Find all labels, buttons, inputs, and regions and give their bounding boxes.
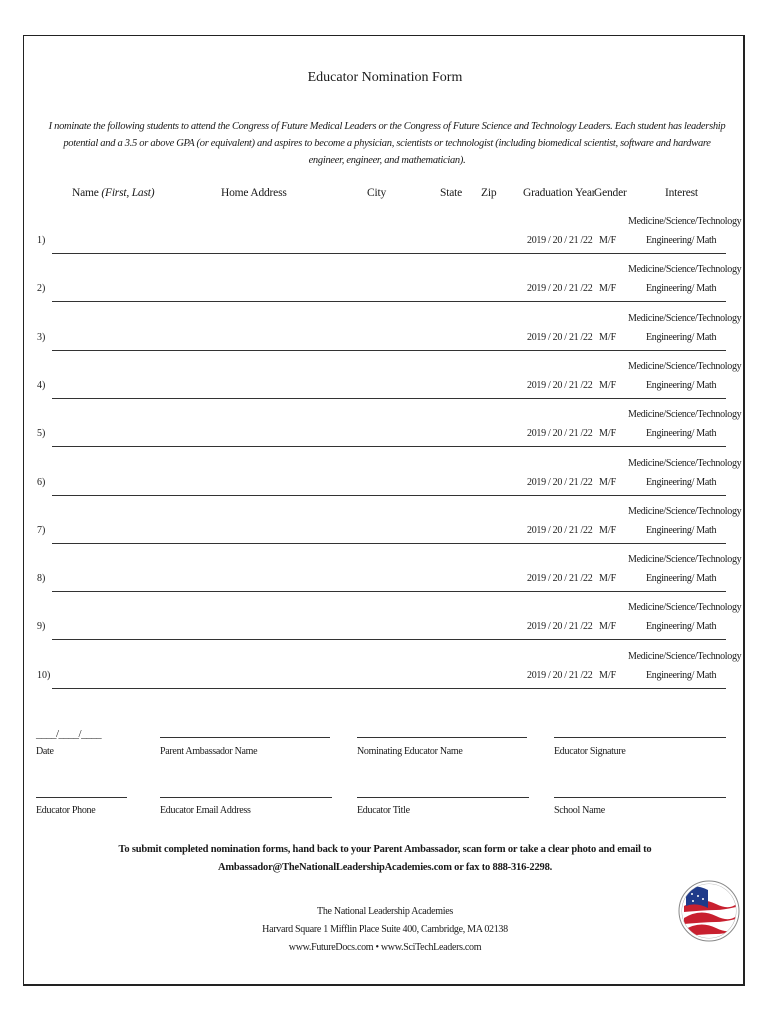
parent-ambassador-line[interactable] <box>160 737 330 738</box>
gender-options[interactable]: M/F <box>599 331 617 343</box>
gender-options[interactable]: M/F <box>599 476 617 488</box>
graduation-year-options[interactable]: 2019 / 20 / 21 /22 <box>527 573 593 585</box>
row-number: 4) <box>37 379 46 391</box>
intro-paragraph: I nominate the following students to attend the Congress of Future Medical Leaders or the Congress of Future Science and Technology Leaders. Each student has leadership potential and a 3.5 or above GPA (or equivalent) and aspires to become a physician, scientists or technologist (including biomedical scientist, software and hardware engineer, engineer, and mathematician). <box>48 121 726 166</box>
interest-options-line-1[interactable]: Medicine/Science/Technology <box>628 650 742 662</box>
table-row <box>0 312 770 360</box>
gender-options[interactable]: M/F <box>599 283 617 295</box>
interest-options-line-2[interactable]: Engineering/ Math <box>646 669 717 681</box>
graduation-year-options[interactable]: 2019 / 20 / 21 /22 <box>527 621 593 633</box>
interest-options-line-2[interactable]: Engineering/ Math <box>646 283 717 295</box>
school-name-line[interactable] <box>554 797 726 798</box>
nominee-entry-line[interactable] <box>52 639 726 640</box>
nominating-educator-label: Nominating Educator Name <box>357 746 463 757</box>
nominee-entry-line[interactable] <box>52 253 726 254</box>
row-number: 2) <box>37 283 46 295</box>
gender-options[interactable]: M/F <box>599 379 617 391</box>
row-number: 3) <box>37 331 46 343</box>
gender-options[interactable]: M/F <box>599 524 617 536</box>
interest-options-line-1[interactable]: Medicine/Science/Technology <box>628 312 742 324</box>
interest-options-line-2[interactable]: Engineering/ Math <box>646 573 717 585</box>
nominee-entry-line[interactable] <box>52 495 726 496</box>
educator-email-label: Educator Email Address <box>160 805 251 816</box>
graduation-year-options[interactable]: 2019 / 20 / 21 /22 <box>527 283 593 295</box>
col-header-interest: Interest <box>665 187 698 199</box>
submit-instructions <box>0 841 770 877</box>
graduation-year-options[interactable]: 2019 / 20 / 21 /22 <box>527 476 593 488</box>
educator-title-label: Educator Title <box>357 805 410 816</box>
row-number: 5) <box>37 428 46 440</box>
date-label: Date <box>36 746 54 757</box>
table-row <box>0 601 770 649</box>
footer-address: Harvard Square 1 Mifflin Place Suite 400, Cambridge, MA 02138 <box>262 924 508 935</box>
interest-options-line-1[interactable]: Medicine/Science/Technology <box>628 264 742 276</box>
nominee-entry-line[interactable] <box>52 350 726 351</box>
submit-line-1: To submit completed nomination forms, hand back to your Parent Ambassador, scan form or take a clear photo and email to <box>118 844 652 855</box>
table-row <box>0 650 770 698</box>
interest-options-line-1[interactable]: Medicine/Science/Technology <box>628 360 742 372</box>
row-number: 1) <box>37 235 46 246</box>
row-number: 7) <box>37 524 46 536</box>
row-number: 6) <box>37 476 46 488</box>
nominee-entry-line[interactable] <box>52 688 726 689</box>
gender-options[interactable]: M/F <box>599 621 617 633</box>
educator-phone-line[interactable] <box>36 797 127 798</box>
nominee-entry-line[interactable] <box>52 446 726 447</box>
educator-title-line[interactable] <box>357 797 529 798</box>
interest-options-line-2[interactable]: Engineering/ Math <box>646 331 717 343</box>
table-row <box>0 553 770 601</box>
col-header-state: State <box>440 187 462 199</box>
flag-seal-icon <box>678 866 740 956</box>
table-row <box>0 505 770 553</box>
nominee-entry-line[interactable] <box>52 591 726 592</box>
graduation-year-options[interactable]: 2019 / 20 / 21 /22 <box>527 428 593 440</box>
interest-options-line-1[interactable]: Medicine/Science/Technology <box>628 409 742 421</box>
graduation-year-options[interactable]: 2019 / 20 / 21 /22 <box>527 669 593 681</box>
row-number: 9) <box>37 621 46 633</box>
interest-options-line-1[interactable]: Medicine/Science/Technology <box>628 457 742 469</box>
interest-options-line-1[interactable]: Medicine/Science/Technology <box>628 505 742 517</box>
row-number: 10) <box>37 669 51 681</box>
nominating-educator-line[interactable] <box>357 737 527 738</box>
school-name-label: School Name <box>554 805 605 816</box>
interest-options-line-2[interactable]: Engineering/ Math <box>646 428 717 440</box>
table-row <box>0 263 770 311</box>
graduation-year-options[interactable]: 2019 / 20 / 21 /22 <box>527 235 593 246</box>
gender-options[interactable]: M/F <box>599 428 617 440</box>
submit-line-2: Ambassador@TheNationalLeadershipAcademies.com or fax to 888-316-2298. <box>217 862 553 873</box>
table-row <box>0 408 770 456</box>
interest-options-line-1[interactable]: Medicine/Science/Technology <box>628 602 742 614</box>
gender-options[interactable]: M/F <box>599 235 617 246</box>
interest-options-line-2[interactable]: Engineering/ Math <box>646 621 717 633</box>
form-title: Educator Nomination Form <box>307 70 463 85</box>
educator-signature-line[interactable] <box>554 737 726 738</box>
interest-options-line-2[interactable]: Engineering/ Math <box>646 476 717 488</box>
col-header-address: Home Address <box>221 187 287 199</box>
educator-email-line[interactable] <box>160 797 332 798</box>
col-header-name: Name (First, Last) <box>72 187 155 199</box>
date-format: ____/____/____ <box>36 728 102 740</box>
row-number: 8) <box>37 573 46 585</box>
nominee-entry-line[interactable] <box>52 543 726 544</box>
graduation-year-options[interactable]: 2019 / 20 / 21 /22 <box>527 331 593 343</box>
table-row <box>0 360 770 408</box>
footer <box>0 903 770 957</box>
nominee-entry-line[interactable] <box>52 398 726 399</box>
col-header-gender: Gender <box>594 187 627 199</box>
gender-options[interactable]: M/F <box>599 573 617 585</box>
graduation-year-options[interactable]: 2019 / 20 / 21 /22 <box>527 524 593 536</box>
gender-options[interactable]: M/F <box>599 669 617 681</box>
table-row <box>0 215 770 263</box>
graduation-year-options[interactable]: 2019 / 20 / 21 /22 <box>527 379 593 391</box>
col-header-city: City <box>367 187 387 199</box>
col-header-zip: Zip <box>481 187 497 199</box>
interest-options-line-2[interactable]: Engineering/ Math <box>646 235 717 246</box>
interest-options-line-1[interactable]: Medicine/Science/Technology <box>628 216 742 227</box>
interest-options-line-2[interactable]: Engineering/ Math <box>646 379 717 391</box>
educator-phone-label: Educator Phone <box>36 805 96 816</box>
col-header-year: Graduation Year <box>523 187 596 199</box>
footer-org: The National Leadership Academies <box>317 906 453 917</box>
table-row <box>0 457 770 505</box>
interest-options-line-1[interactable]: Medicine/Science/Technology <box>628 554 742 566</box>
interest-options-line-2[interactable]: Engineering/ Math <box>646 524 717 536</box>
educator-signature-label: Educator Signature <box>554 746 626 757</box>
parent-ambassador-label: Parent Ambassador Name <box>160 746 258 757</box>
footer-web: www.FutureDocs.com • www.SciTechLeaders.com <box>288 942 482 953</box>
nominee-entry-line[interactable] <box>52 301 726 302</box>
